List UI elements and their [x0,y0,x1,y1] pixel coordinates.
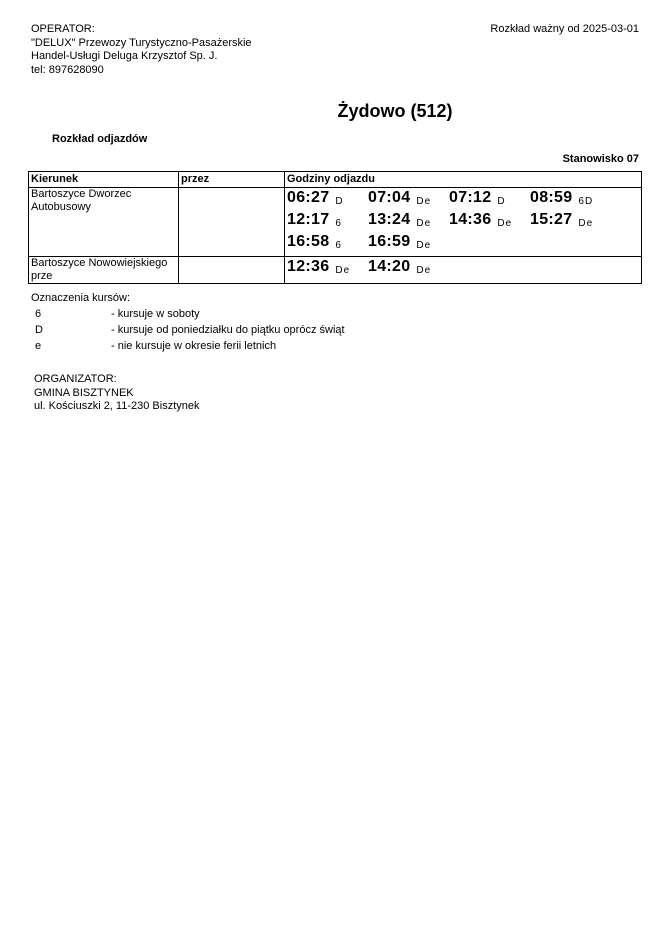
departure-mark: De [335,265,351,276]
legend [31,290,345,354]
departure [287,211,368,233]
legend-item [31,306,345,322]
header-via: przez [179,172,285,188]
departure-mark: De [416,240,432,251]
departure-time: 07:04 [368,189,411,206]
operator-phone: tel: 897628090 [31,63,104,76]
departure-time: 07:12 [449,189,492,206]
legend-symbol: 6 [35,308,42,320]
row-times [285,257,642,284]
departure-mark: De [497,218,513,229]
header-direction: Kierunek [29,172,179,188]
departure-mark: 6 [335,218,342,229]
row-via [179,257,285,284]
legend-text: - kursuje w soboty [111,308,200,320]
timetable-header-row [29,172,642,188]
departure [530,211,611,233]
organizer-address: ul. Kościuszki 2, 11-230 Bisztynek [34,400,200,412]
row-direction: Bartoszyce Nowowiejskiego prze [29,257,179,284]
departure-time: 13:24 [368,211,411,228]
table-row [29,188,642,257]
departure [287,258,368,280]
timetable [28,171,642,284]
departure [449,189,530,211]
row-times [285,188,642,257]
organizer-label: ORGANIZATOR: [34,373,117,385]
page-subtitle: Rozkład odjazdów [52,133,148,145]
departure [368,233,449,255]
departure [368,189,449,211]
departure-time: 16:58 [287,233,330,250]
departure-time: 08:59 [530,189,573,206]
departure-mark: D [335,196,344,207]
departure [449,211,530,233]
legend-item [31,338,345,354]
departure-time: 12:17 [287,211,330,228]
row-direction: Bartoszyce Dworzec Autobusowy [29,188,179,257]
departure [530,189,611,211]
departure-mark: De [578,218,594,229]
departure [287,189,368,211]
legend-text: - kursuje od poniedziałku do piątku oprócz świąt [111,324,345,336]
departure [368,258,449,280]
row-via [179,188,285,257]
organizer-block [34,373,199,414]
operator-name: "DELUX" Przewozy Turystyczno-Pasażerskie [31,36,252,49]
table-row [29,257,642,284]
departure-mark: D [497,196,506,207]
departure-mark: De [416,218,432,229]
departure-time: 12:36 [287,258,330,275]
departure-mark: 6 [335,240,342,251]
departure [287,233,368,255]
departure-time: 14:20 [368,258,411,275]
organizer-name: GMINA BISZTYNEK [34,386,134,399]
valid-from: Rozkład ważny od 2025-03-01 [490,23,639,35]
legend-title: Oznaczenia kursów: [31,292,131,304]
operator-block [31,23,252,77]
departure-mark: De [416,196,432,207]
legend-symbol: D [35,324,43,336]
departure-time: 16:59 [368,233,411,250]
page-title: Żydowo (512) [337,101,453,121]
operator-label: OPERATOR: [31,23,95,35]
legend-symbol: e [35,340,42,352]
legend-item [31,322,345,338]
operator-company: Handel-Usługi Deluga Krzysztof Sp. J. [31,50,218,62]
departure-mark: De [416,265,432,276]
legend-text: - nie kursuje w okresie ferii letnich [111,340,277,352]
departure-time: 06:27 [287,189,330,206]
departure [368,211,449,233]
departure-time: 14:36 [449,211,492,228]
header-times: Godziny odjazdu [285,172,642,188]
stop-label: Stanowisko 07 [562,153,639,165]
departure-mark: 6D [578,196,594,207]
departure-time: 15:27 [530,211,573,228]
